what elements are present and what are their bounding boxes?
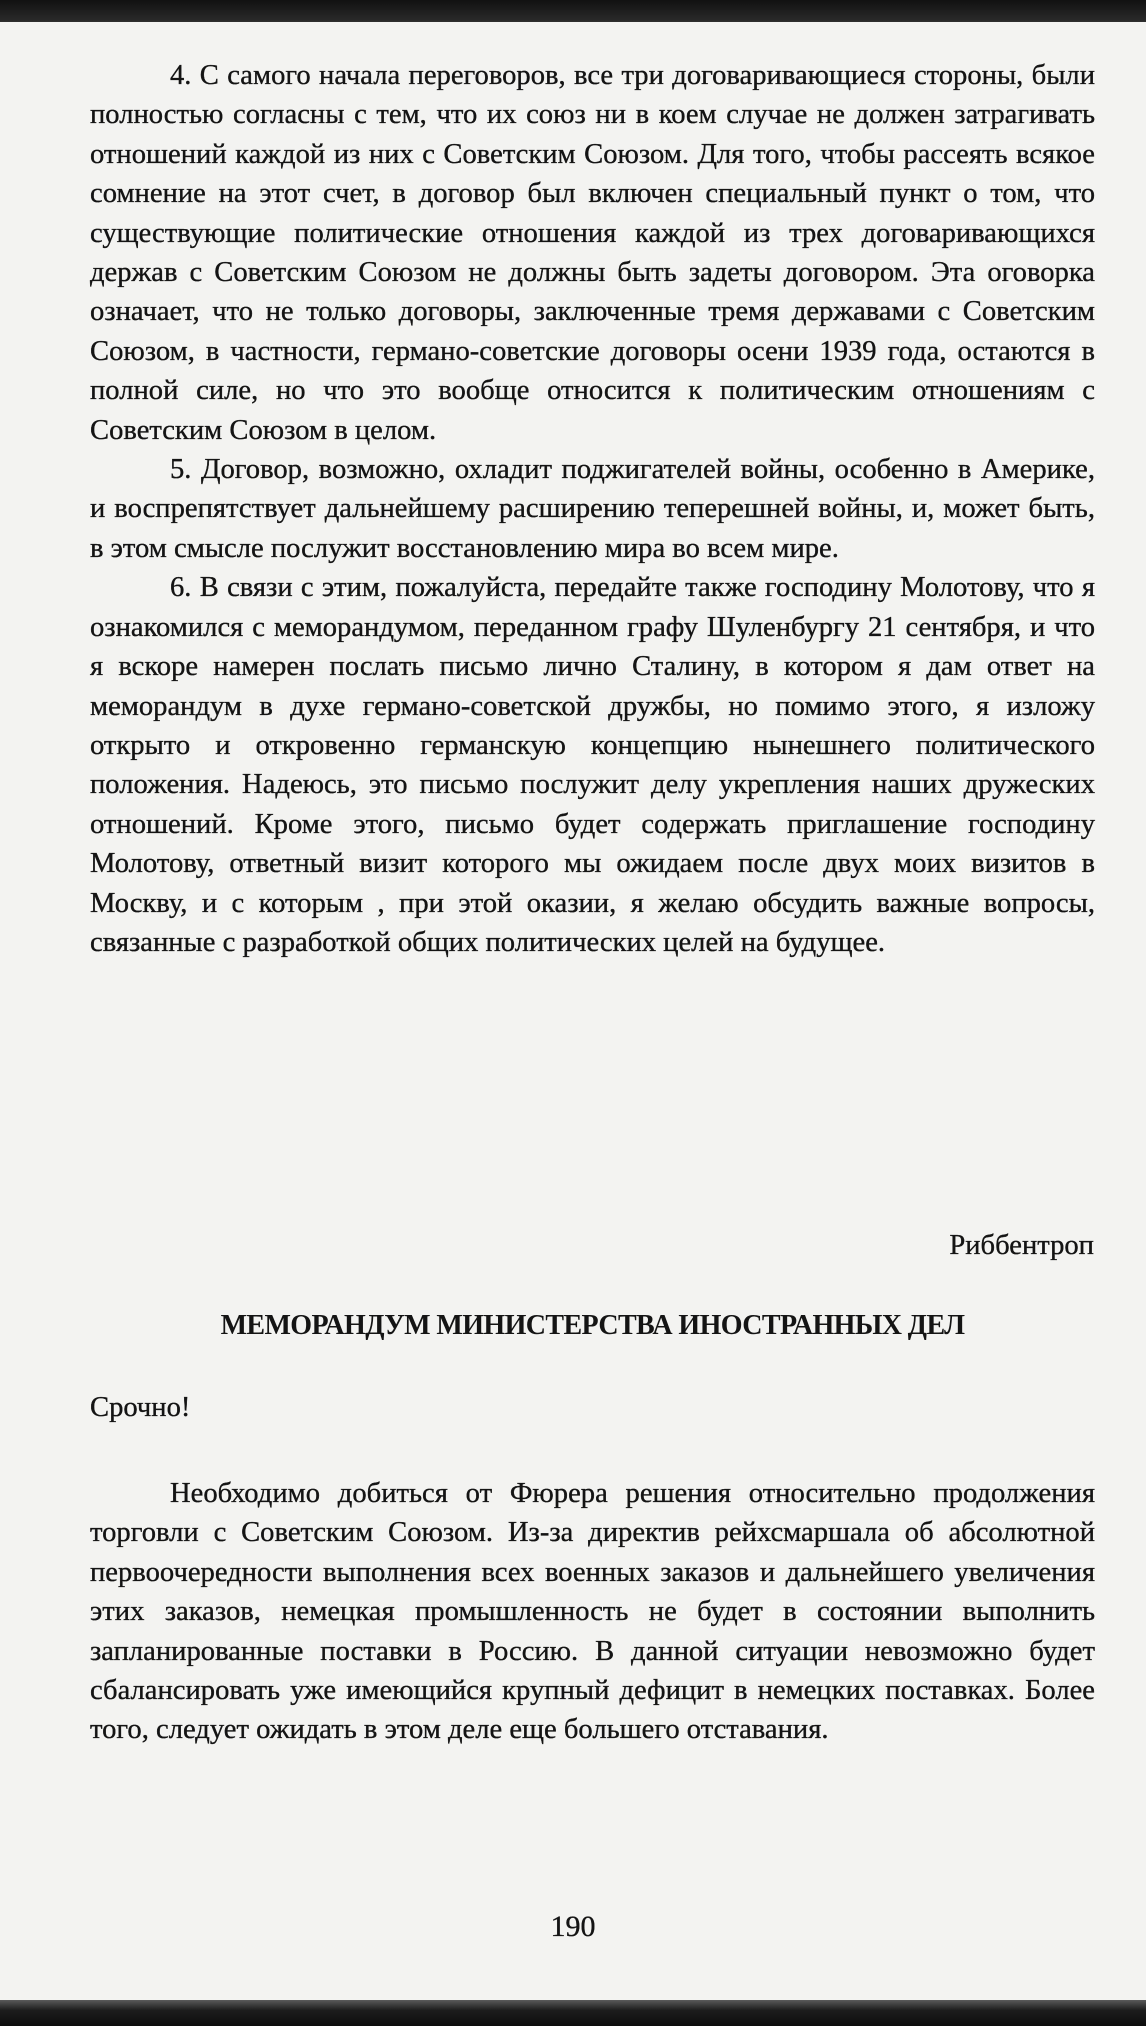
paragraph-6: 6. В связи с этим, пожалуйста, передайте также господину Молотову, что я ознакомился с меморандумом, переданном графу Шуленбургу 21 сентября, и что я вскоре намерен послать письмо лично Сталину, в котором я дам ответ на меморандум в духе германо-советской дружбы, но помимо этого, я изложу открыто и откровенно германскую концепцию нынешнего политического положения. Надеюсь, это письмо послужит делу укрепления наших дружеских отношений. Кроме этого, письмо будет содержать приглашение господину Молотову, ответный визит которого мы ожидаем после двух моих визитов в Москву, и с которым , при этой оказии, я желаю обсудить важные вопросы, связанные с разработкой общих политических целей на будущее. xyxy=(90,572,1095,958)
paragraph-5: 5. Договор, возможно, охладит поджигателей войны, особенно в Америке, и воспрепятствует дальнейшему расширению теперешней войны, и, может быть, в этом смысле послужит восстановлению мира во всем мире. xyxy=(90,454,1095,564)
urgent-label: Срочно! xyxy=(90,1392,191,1423)
letter-body xyxy=(90,56,1095,962)
signature: Риббентроп xyxy=(949,1230,1094,1261)
document-page xyxy=(0,22,1146,2004)
page-number: 190 xyxy=(550,1910,596,1943)
paragraph-4: 4. С самого начала переговоров, все три договаривающиеся стороны, были полностью согласны с тем, что их союз ни в коем случае не должен затрагивать отношений каждой из них с Советским Союзом. Для того, чтобы рассеять всякое сомнение на этот счет, в договор был включен специальный пункт о том, что существующие политические отношения каждой из трех договаривающихся держав с Советским Союзом не должны быть задеты договором. Эта оговорка означает, что не только договоры, заключенные тремя державами с Советским Союзом, в частности, германо-советские договоры осени 1939 года, остаются в полной силе, но что это вообще относится к политическим отношениям с Советским Союзом в целом. xyxy=(90,60,1095,446)
memo-paragraph: Необходимо добиться от Фюрера решения относительно продолжения торговли с Советским Союзом. Из-за директив рейхсмаршала об абсолютной первоочередности выполнения всех военных заказов и дальнейшего увеличения этих заказов, немецкая промышленность не будет в состоянии выполнить запланированные поставки в Россию. В данной ситуации невозможно будет сбалансировать уже имеющийся крупный дефицит в немецких поставках. Более того, следует ожидать в этом деле еще большего отставания. xyxy=(90,1478,1095,1746)
memo-body xyxy=(90,1474,1095,1750)
scan-bottom-edge xyxy=(0,2000,1146,2026)
memo-heading: МЕМОРАНДУМ МИНИСТЕРСТВА ИНОСТРАННЫХ ДЕЛ xyxy=(220,1310,965,1341)
